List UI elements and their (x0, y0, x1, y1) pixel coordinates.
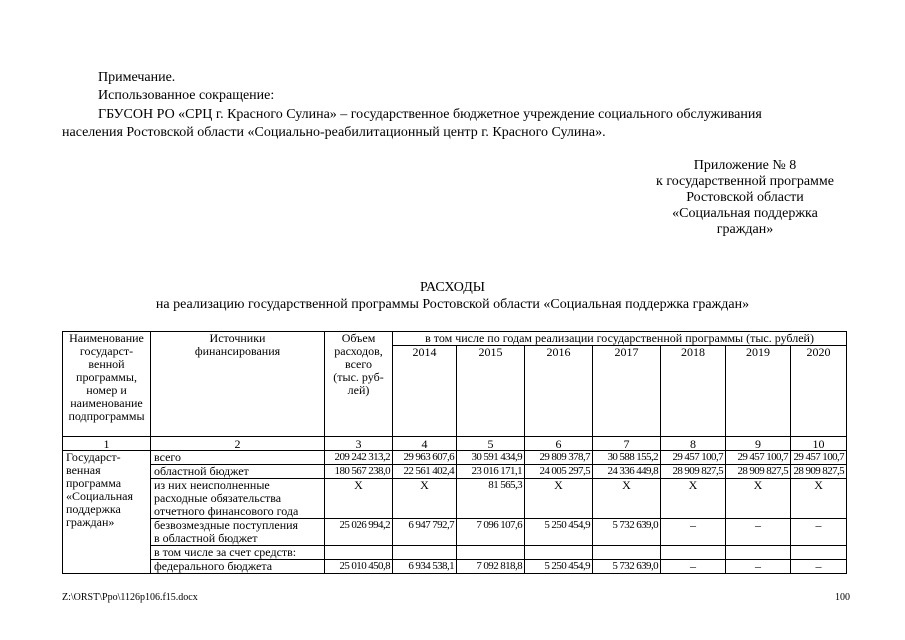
value-cell: 29 963 607,6 (393, 451, 457, 465)
header-year: 2018 (661, 346, 726, 437)
column-number: 2 (151, 437, 325, 451)
value-cell (325, 546, 393, 560)
value-cell: 28 909 827,5 (726, 465, 791, 479)
value-cell: – (726, 519, 791, 546)
value-cell: X (525, 479, 593, 519)
appendix-line: граждан» (716, 222, 774, 237)
value-cell: 5 250 454,9 (525, 519, 593, 546)
cell-line: государст- (79, 344, 134, 358)
table-row (63, 465, 847, 479)
source-cell (151, 546, 325, 560)
value-cell (726, 546, 791, 560)
cell-line: Объем (341, 331, 376, 345)
value-cell (525, 546, 593, 560)
value-cell (661, 546, 726, 560)
footer-file-path: Z:\ORST\Ppo\1126p106.f15.docx (62, 592, 198, 603)
value-cell: – (791, 560, 847, 574)
value-cell: – (726, 560, 791, 574)
cell-line: венная (66, 463, 101, 477)
value-cell: X (791, 479, 847, 519)
value-cell: 30 588 155,2 (593, 451, 661, 465)
cell-line: всего (154, 450, 182, 464)
column-number: 9 (726, 437, 791, 451)
value-cell: 29 457 100,7 (661, 451, 726, 465)
value-cell: 29 457 100,7 (726, 451, 791, 465)
value-cell: 5 732 639,0 (593, 560, 661, 574)
table-row (63, 546, 847, 560)
value-cell (791, 546, 847, 560)
footer-page-number: 100 (835, 592, 850, 603)
header-year: 2019 (726, 346, 791, 437)
column-number: 10 (791, 437, 847, 451)
cell-line: граждан» (66, 515, 115, 529)
note-title: Примечание. (98, 70, 176, 85)
column-number: 6 (525, 437, 593, 451)
expenses-table (62, 331, 847, 574)
column-number: 3 (325, 437, 393, 451)
value-cell: 28 909 827,5 (791, 465, 847, 479)
column-number: 1 (63, 437, 151, 451)
header-year: 2017 (593, 346, 661, 437)
value-cell: 29 457 100,7 (791, 451, 847, 465)
appendix-line: Приложение № 8 (693, 158, 797, 173)
header-year: 2016 (525, 346, 593, 437)
table-row (63, 519, 847, 546)
cell-line: в областной бюджет (154, 531, 258, 545)
appendix-block (640, 158, 850, 238)
table-row (63, 451, 847, 465)
cell-line: безвозмездные поступления (154, 518, 299, 532)
value-cell: 24 336 449,8 (593, 465, 661, 479)
value-cell: 30 591 434,9 (457, 451, 525, 465)
value-cell: 6 947 792,7 (393, 519, 457, 546)
header-volume (325, 332, 393, 437)
value-cell: – (661, 560, 726, 574)
value-cell: 23 016 171,1 (457, 465, 525, 479)
column-number: 4 (393, 437, 457, 451)
document-heading: РАСХОДЫ (420, 280, 485, 295)
cell-line: программы, (76, 370, 137, 384)
column-number: 5 (457, 437, 525, 451)
source-cell (151, 560, 325, 574)
appendix-line: к государственной программе (656, 174, 834, 189)
cell-line: расходные обязательства (154, 491, 282, 505)
value-cell (593, 546, 661, 560)
cell-line: (тыс. руб- (333, 370, 384, 384)
header-year: 2015 (457, 346, 525, 437)
source-cell (151, 451, 325, 465)
value-cell: X (393, 479, 457, 519)
value-cell: 81 565,3 (457, 479, 525, 519)
value-cell: 7 096 107,6 (457, 519, 525, 546)
header-program-name (63, 332, 151, 437)
value-cell: 24 005 297,5 (525, 465, 593, 479)
column-number: 7 (593, 437, 661, 451)
cell-line: венной (88, 357, 125, 371)
value-cell: X (593, 479, 661, 519)
cell-line: программа (66, 476, 122, 490)
value-cell: X (726, 479, 791, 519)
value-cell: 25 010 450,8 (325, 560, 393, 574)
cell-line: в том числе за счет средств: (154, 545, 297, 559)
document-subheading: на реализацию государственной программы Ростовской области «Социальная поддержка граждан» (155, 297, 750, 312)
abbreviation-line-2: населения Ростовской области «Социально-реабилитационный центр г. Красного Сулина». (62, 125, 606, 140)
cell-line: подпрограммы (68, 409, 145, 423)
cell-line: из них неисполненные (154, 478, 270, 492)
value-cell: 180 567 238,0 (325, 465, 393, 479)
cell-line: «Социальная (66, 489, 134, 503)
table-row (63, 479, 847, 519)
value-cell: X (661, 479, 726, 519)
appendix-line: Ростовской области (686, 190, 804, 205)
value-cell: 29 809 378,7 (525, 451, 593, 465)
value-cell: – (661, 519, 726, 546)
column-number-row (63, 437, 847, 451)
abbreviation-line-1: ГБУСОН РО «СРЦ г. Красного Сулина» – государственное бюджетное учреждение социального обслуживания (98, 107, 762, 122)
value-cell: – (791, 519, 847, 546)
value-cell: 25 026 994,2 (325, 519, 393, 546)
cell-line: Наименование (69, 331, 144, 345)
header-years-group: в том числе по годам реализации государственной программы (тыс. рублей) (393, 332, 847, 346)
cell-line: финансирования (194, 344, 281, 358)
cell-line: расходов, (334, 344, 383, 358)
column-number: 8 (661, 437, 726, 451)
cell-line: всего (344, 357, 373, 371)
cell-line: областной бюджет (154, 464, 249, 478)
value-cell: X (325, 479, 393, 519)
source-cell (151, 519, 325, 546)
cell-line: федерального бюджета (154, 559, 273, 573)
value-cell (457, 546, 525, 560)
program-name-cell (63, 451, 151, 574)
header-year: 2020 (791, 346, 847, 437)
value-cell: 209 242 313,2 (325, 451, 393, 465)
cell-line: лей) (347, 383, 370, 397)
cell-line: Государст- (66, 450, 121, 464)
table-row (63, 560, 847, 574)
cell-line: наименование (70, 396, 143, 410)
abbreviation-intro: Использованное сокращение: (98, 88, 275, 103)
cell-line: Источники (209, 331, 266, 345)
value-cell: 7 092 818,8 (457, 560, 525, 574)
value-cell: 6 934 538,1 (393, 560, 457, 574)
value-cell: 5 250 454,9 (525, 560, 593, 574)
source-cell (151, 479, 325, 519)
header-row (63, 332, 847, 346)
cell-line: отчетного финансового года (154, 504, 299, 518)
source-cell (151, 465, 325, 479)
appendix-line: «Социальная поддержка (672, 206, 818, 221)
cell-line: номер и (86, 383, 127, 397)
value-cell: 22 561 402,4 (393, 465, 457, 479)
header-source (151, 332, 325, 437)
value-cell: 5 732 639,0 (593, 519, 661, 546)
value-cell (393, 546, 457, 560)
value-cell: 28 909 827,5 (661, 465, 726, 479)
header-year: 2014 (393, 346, 457, 437)
cell-line: поддержка (66, 502, 121, 516)
